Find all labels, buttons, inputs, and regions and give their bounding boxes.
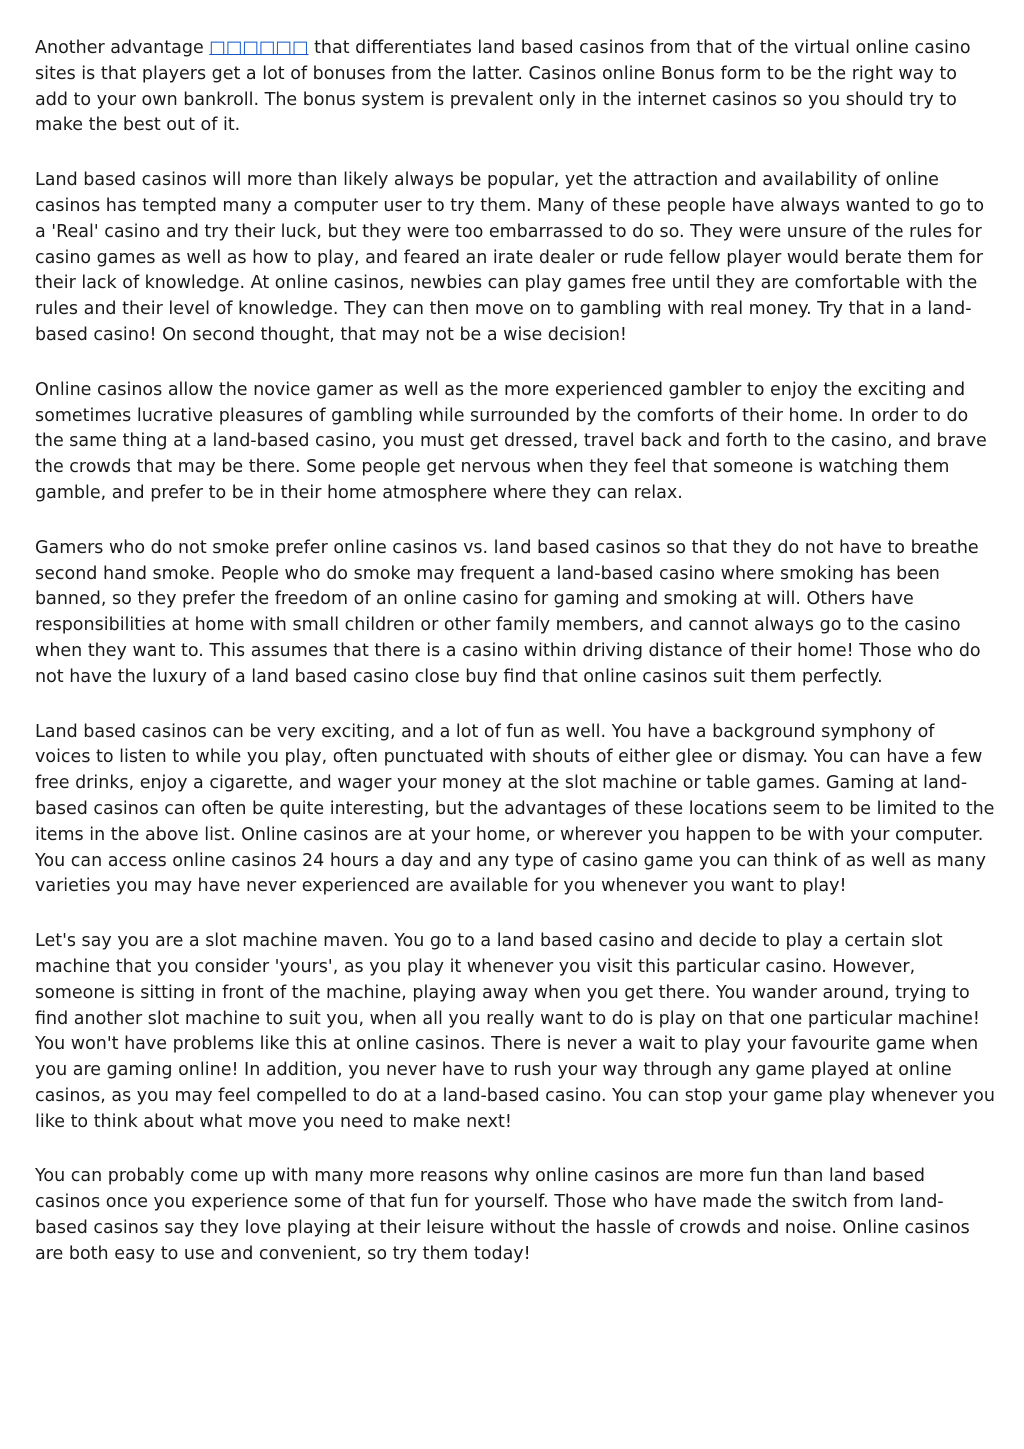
paragraph-1-text-before-link: Another advantage — [35, 38, 210, 58]
inline-link[interactable]: □□□□□□ — [209, 38, 309, 58]
paragraph-6: Let's say you are a slot machine maven. You go to a land based casino and decide to play a certain slot machine that you consider 'yours', as you play it whenever you visit this particular casino. However, someone is sitting in front of the machine, playing away when you get there. You wander around, trying to find another slot machine to suit you, when all you really want to do is play on that one particular machine! You won't have problems like this at online casinos. There is never a wait to play your favourite game when you are gaming online! In addition, you never have to rush your way through any game played at online casinos, as you may feel compelled to do at a land-based casino. You can stop your game play whenever you like to think about what move you need to make next! — [35, 931, 995, 1132]
paragraph-7: You can probably come up with many more reasons why online casinos are more fun than land based casinos once you experience some of that fun for yourself. Those who have made the switch from land-based casinos say they love playing at their leisure without the hassle of crowds and noise. Online casinos are both easy to use and convenient, so try them today! — [35, 1166, 970, 1264]
paragraph-2: Land based casinos will more than likely always be popular, yet the attraction and availability of online casinos has tempted many a computer user to try them. Many of these people have always wanted to go to a 'Real' casino and try their luck, but they were too embarrassed to do so. They were unsure of the rules for casino games as well as how to play, and feared an irate dealer or rude fellow player would berate them for their lack of knowledge. At online casinos, newbies can play games free until they are comfortable with the rules and their level of knowledge. They can then move on to gambling with real money. Try that in a land-based casino! On second thought, that may not be a wise decision! — [35, 170, 985, 345]
document-page — [35, 36, 995, 1297]
paragraph-1-text-after-link: that differentiates land based casinos from that of the virtual online casino sites is that players get a lot of bonuses from the latter. Casinos online Bonus form to be the right way to add to your own bankroll. The bonus system is prevalent only in the internet casinos so you should try to make the best out of it. — [35, 38, 971, 136]
paragraph-1 — [35, 36, 995, 139]
paragraph-5: Land based casinos can be very exciting, and a lot of fun as well. You have a background symphony of voices to listen to while you play, often punctuated with shouts of either glee or dismay. You can have a few free drinks, enjoy a cigarette, and wager your money at the slot machine or table games. Gaming at land-based casinos can often be quite interesting, but the advantages of these locations seem to be limited to the items in the above list. Online casinos are at your home, or wherever you happen to be with your computer. You can access online casinos 24 hours a day and any type of casino game you can think of as well as many varieties you may have never experienced are available for you whenever you want to play! — [35, 721, 995, 897]
paragraph-3: Online casinos allow the novice gamer as well as the more experienced gambler to enjoy the exciting and sometimes lucrative pleasures of gambling while surrounded by the comforts of their home. In order to do the same thing at a land-based casino, you must get dressed, travel back and forth to the casino, and brave the crowds that may be there. Some people get nervous when they feel that someone is watching them gamble, and prefer to be in their home atmosphere where they can relax. — [35, 379, 987, 503]
paragraph-4: Gamers who do not smoke prefer online casinos vs. land based casinos so that they do not have to breathe second hand smoke. People who do smoke may frequent a land-based casino where smoking has been banned, so they prefer the freedom of an online casino for gaming and smoking at will. Others have responsibilities at home with small children or other family members, and cannot always go to the casino when they want to. This assumes that there is a casino within driving distance of their home! Those who do not have the luxury of a land based casino close buy find that online casinos suit them perfectly. — [35, 537, 981, 687]
